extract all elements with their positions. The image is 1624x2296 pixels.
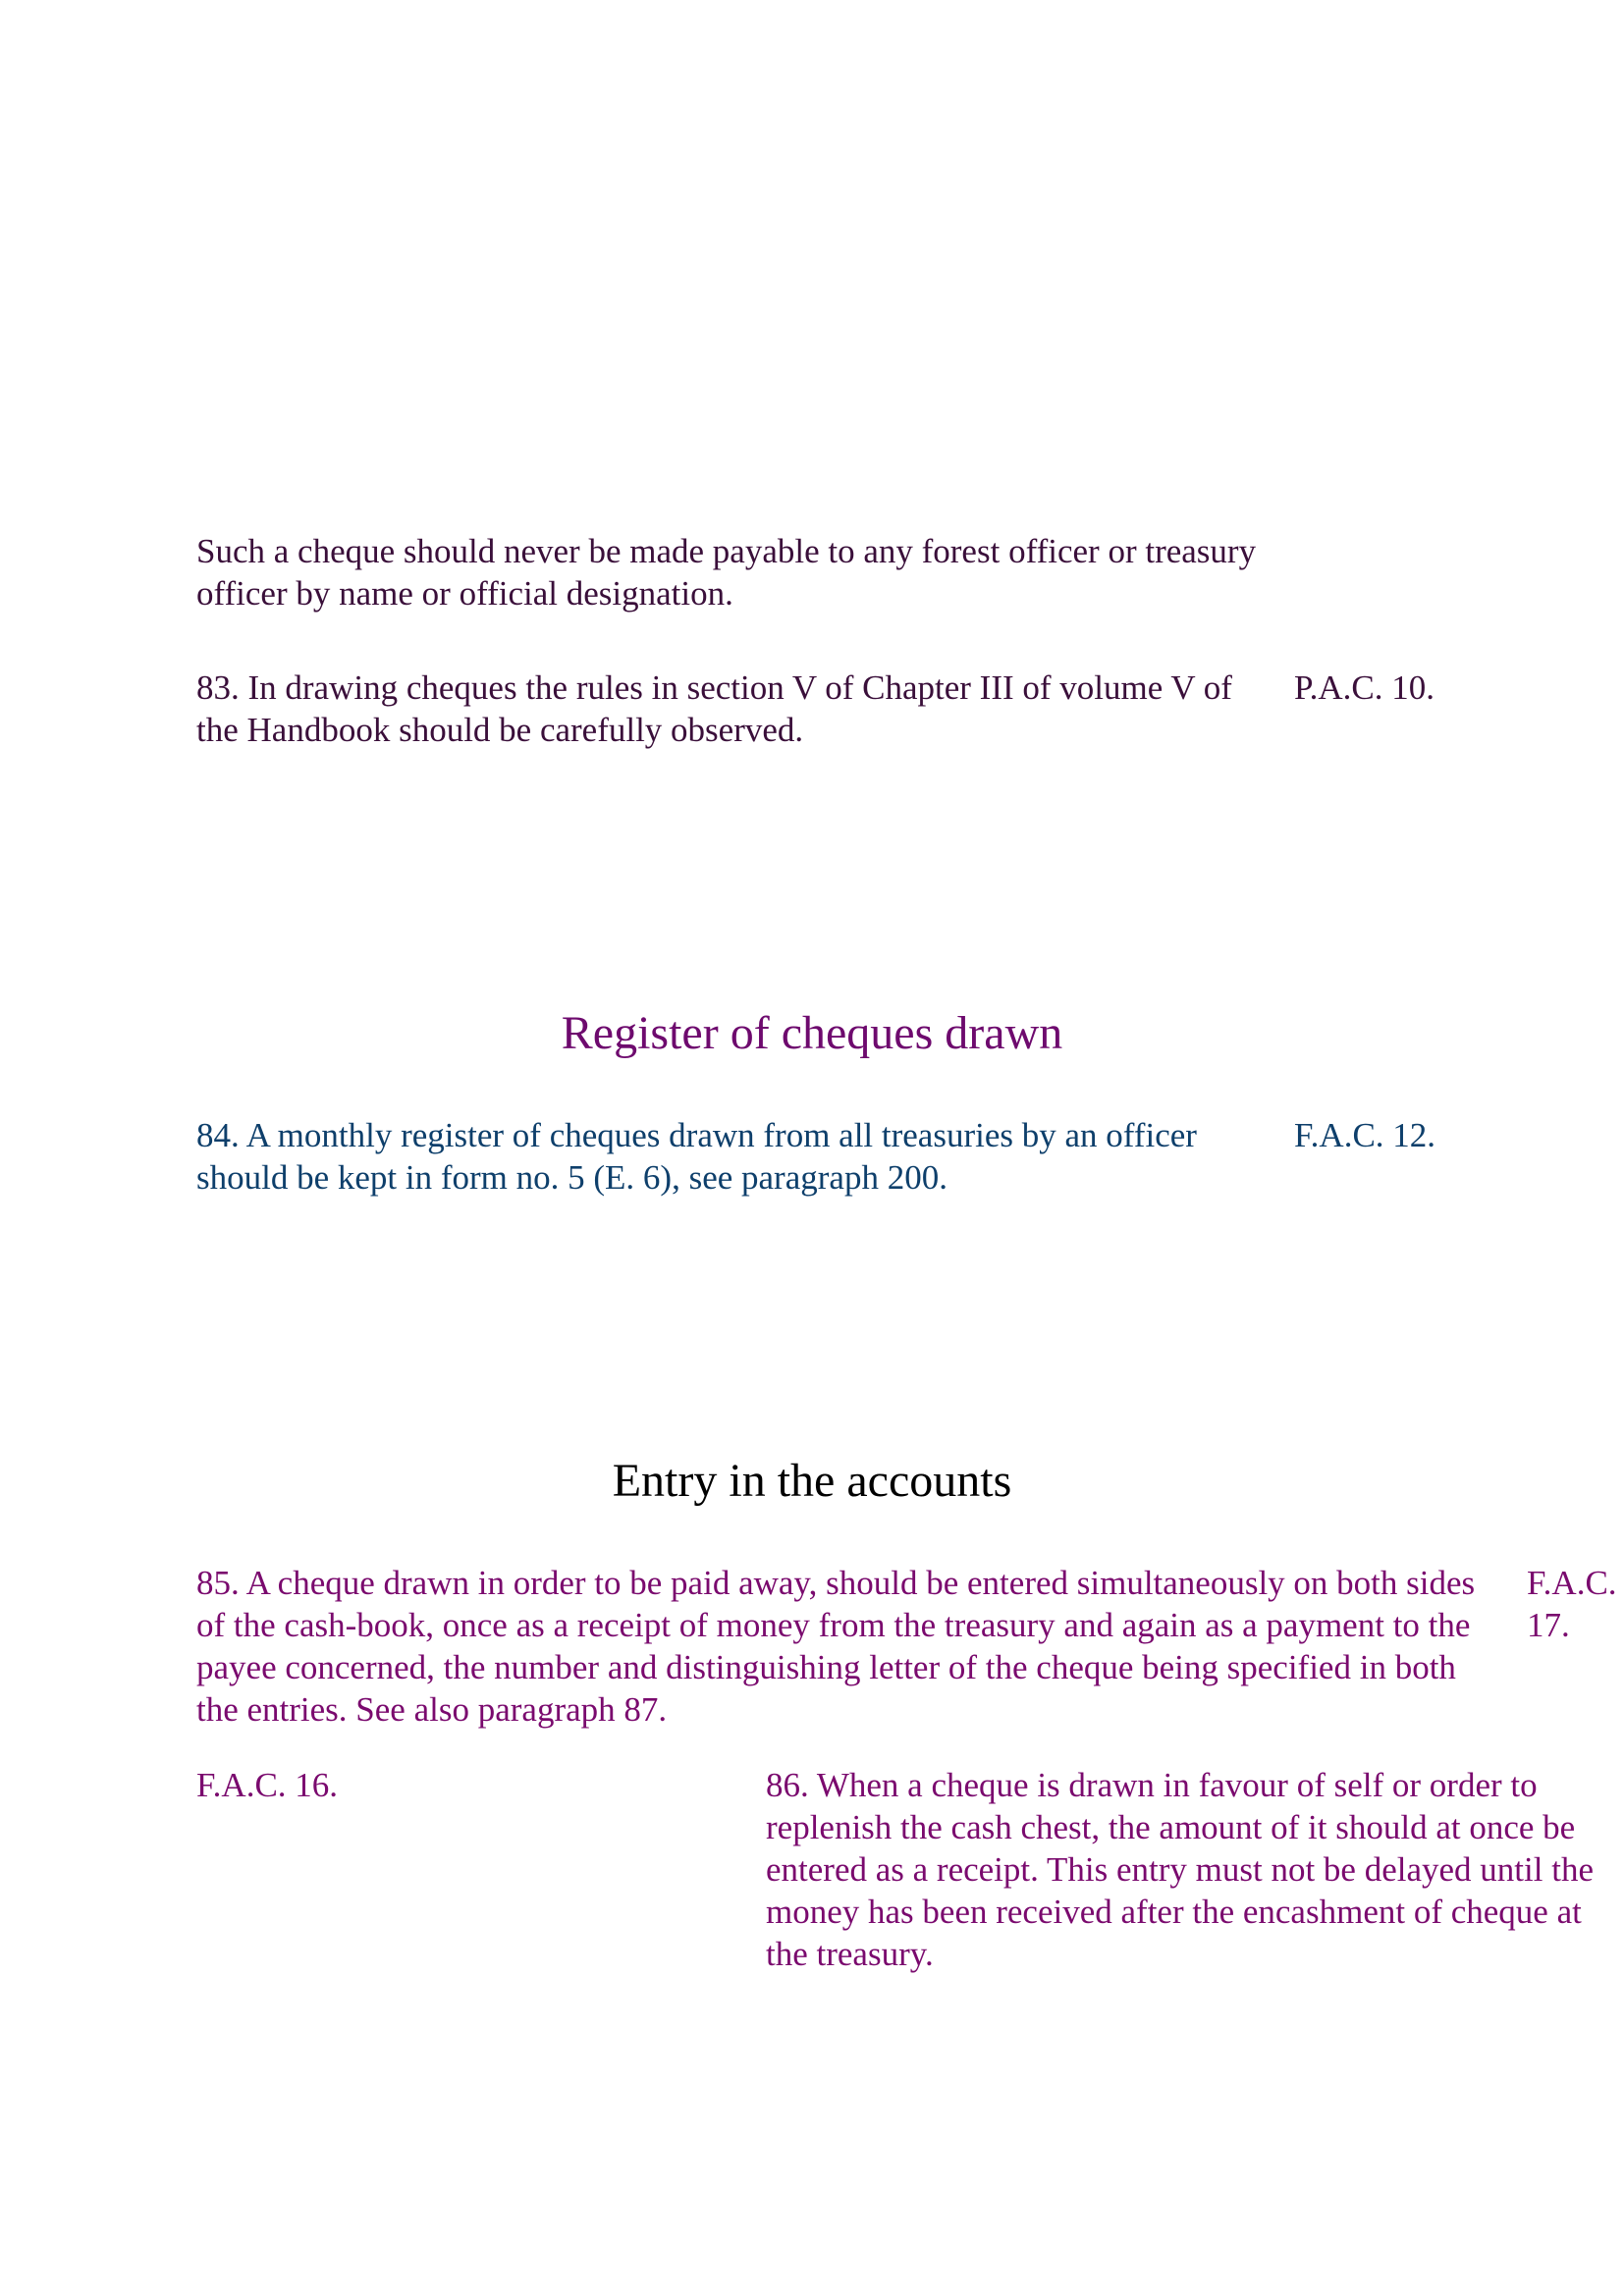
paragraph-84-text: 84. A monthly register of cheques drawn from all treasuries by an officer should be kept in form no. 5 (E. 6), see paragraph 200. — [196, 1116, 1197, 1197]
paragraph-86-text: 86. When a cheque is drawn in favour of self or order to replenish the cash chest, the amount of it should at once be entered as a receipt. This entry must not be delayed until the money has been received after the encashment of cheque at the treasury. — [766, 1766, 1594, 1973]
paragraph-83-ref: P.A.C. 10. — [1294, 668, 1435, 707]
paragraph-83-text: 83. In drawing cheques the rules in section V of Chapter III of volume V of the Handbook should be carefully observed. — [196, 668, 1232, 749]
paragraph-83 — [196, 667, 1247, 751]
paragraph-86-ref: F.A.C. 16. — [196, 1766, 339, 1804]
intro-text: Such a cheque should never be made payable to any forest officer or treasury officer by name or official designation. — [196, 532, 1257, 613]
section-heading-register: Register of cheques drawn — [561, 1007, 1063, 1059]
section-heading-entry: Entry in the accounts — [612, 1455, 1012, 1507]
intro-paragraph — [196, 530, 1355, 614]
paragraph-86 — [766, 1764, 1624, 1975]
paragraph-84-ref: F.A.C. 12. — [1294, 1116, 1436, 1154]
paragraph-85 — [196, 1562, 1502, 1731]
paragraph-85-ref: F.A.C. 17. — [1527, 1564, 1617, 1644]
paragraph-85-text: 85. A cheque drawn in order to be paid away, should be entered simultaneously on both sides of the cash-book, once as a receipt of money from the treasury and again as a payment to the payee concerned, the number and distinguishing letter of the cheque being specified in both the entries. See also paragraph 87. — [196, 1564, 1476, 1729]
paragraph-84 — [196, 1114, 1198, 1199]
